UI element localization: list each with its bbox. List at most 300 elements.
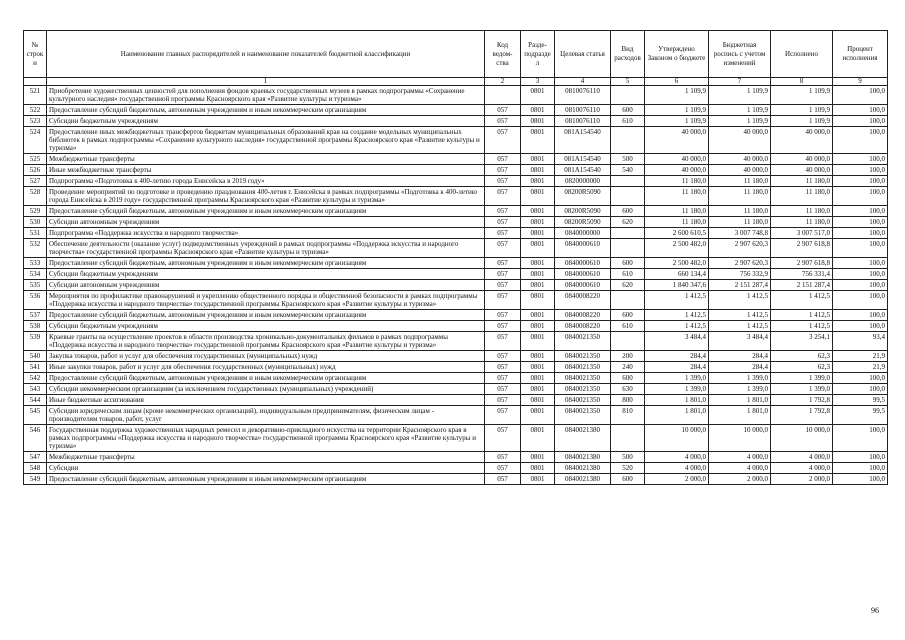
- section-code: 0801: [521, 373, 555, 384]
- executed-amount: 62,3: [771, 351, 833, 362]
- table-row: [24, 86, 888, 105]
- approved-amount: 40 000,0: [645, 127, 709, 154]
- row-name: Субсидии юридическим лицам (кроме некоммерческих организаций), индивидуальным предпринимателям, физическим лицам - производителям товаров, работ, услуг: [47, 406, 485, 425]
- approved-amount: 284,4: [645, 362, 709, 373]
- approved-amount: 11 180,0: [645, 206, 709, 217]
- table-row: [24, 362, 888, 373]
- approved-amount: 1 109,9: [645, 116, 709, 127]
- table-row: [24, 116, 888, 127]
- target-item: 0840021350: [555, 362, 611, 373]
- executed-amount: 11 180,0: [771, 206, 833, 217]
- budget-list-amount: 40 000,0: [709, 154, 771, 165]
- row-number: 543: [24, 384, 47, 395]
- ministry-code: 057: [485, 228, 521, 239]
- table-row: [24, 269, 888, 280]
- table-row: [24, 425, 888, 452]
- row-name: Субсидии бюджетным учреждениям: [47, 321, 485, 332]
- target-item: 0840021380: [555, 452, 611, 463]
- approved-amount: 10 000,0: [645, 425, 709, 452]
- executed-amount: 1 109,9: [771, 86, 833, 105]
- executed-amount: 1 792,8: [771, 395, 833, 406]
- section-code: 0801: [521, 269, 555, 280]
- target-item: 0840021380: [555, 474, 611, 485]
- table-row: [24, 463, 888, 474]
- table-row: [24, 384, 888, 395]
- execution-percent: 99,5: [833, 395, 888, 406]
- table-row: [24, 310, 888, 321]
- budget-list-amount: 1 412,5: [709, 310, 771, 321]
- executed-amount: 4 000,0: [771, 463, 833, 474]
- budget-list-amount: 3 007 748,8: [709, 228, 771, 239]
- row-number: 546: [24, 425, 47, 452]
- row-number: 540: [24, 351, 47, 362]
- row-number: 523: [24, 116, 47, 127]
- section-code: 0801: [521, 332, 555, 351]
- ministry-code: 057: [485, 321, 521, 332]
- ministry-code: 057: [485, 291, 521, 310]
- target-item: 0840000610: [555, 258, 611, 269]
- section-code: 0801: [521, 228, 555, 239]
- header-cell: Код ведом-ства: [485, 31, 521, 78]
- ministry-code: 057: [485, 258, 521, 269]
- expense-type: 520: [611, 463, 645, 474]
- approved-amount: 1 109,9: [645, 105, 709, 116]
- approved-amount: 1 412,5: [645, 321, 709, 332]
- approved-amount: 1 412,5: [645, 310, 709, 321]
- section-code: 0801: [521, 362, 555, 373]
- execution-percent: 100,0: [833, 165, 888, 176]
- budget-list-amount: 11 180,0: [709, 206, 771, 217]
- section-code: 0801: [521, 395, 555, 406]
- ministry-code: 057: [485, 269, 521, 280]
- section-code: 0801: [521, 425, 555, 452]
- column-number: 6: [645, 78, 709, 86]
- budget-list-amount: 1 109,9: [709, 116, 771, 127]
- executed-amount: 4 000,0: [771, 452, 833, 463]
- section-code: 0801: [521, 116, 555, 127]
- row-name: Межбюджетные трансферты: [47, 154, 485, 165]
- header-cell: Утверждено Законом о бюджете: [645, 31, 709, 78]
- row-name: Субсидии некоммерческим организациям (за исключением государственных (муниципальных) учреждений): [47, 384, 485, 395]
- row-name: Предоставление иных межбюджетных трансфертов бюджетам муниципальных образований края на создание модельных муниципальных библиотек в рамках подпрограммы «Сохранение культурного наследия» государственной программы Красноярского края «Развитие культуры и туризма»: [47, 127, 485, 154]
- expense-type: [611, 187, 645, 206]
- section-code: 0801: [521, 384, 555, 395]
- ministry-code: 057: [485, 395, 521, 406]
- section-code: 0801: [521, 291, 555, 310]
- table-row: [24, 280, 888, 291]
- executed-amount: 1 412,5: [771, 291, 833, 310]
- budget-list-amount: 1 109,9: [709, 105, 771, 116]
- ministry-code: 057: [485, 425, 521, 452]
- execution-percent: 100,0: [833, 425, 888, 452]
- ministry-code: 057: [485, 452, 521, 463]
- expense-type: 810: [611, 406, 645, 425]
- header-cell: Разде-подраздел: [521, 31, 555, 78]
- section-code: 0801: [521, 239, 555, 258]
- row-number: 547: [24, 452, 47, 463]
- section-code: 0801: [521, 187, 555, 206]
- section-code: 0801: [521, 474, 555, 485]
- execution-percent: 100,0: [833, 373, 888, 384]
- table-row: [24, 373, 888, 384]
- ministry-code: 057: [485, 187, 521, 206]
- ministry-code: 057: [485, 116, 521, 127]
- expense-type: 540: [611, 165, 645, 176]
- executed-amount: 3 254,1: [771, 332, 833, 351]
- column-number: 1: [47, 78, 485, 86]
- table-row: [24, 127, 888, 154]
- executed-amount: 40 000,0: [771, 127, 833, 154]
- row-name: Краевые гранты на осуществление проектов в области производства хроникально-документальных фильмов в рамках подпрограммы «Поддержка искусства и народного творчества» государственной программы Красноярского края «Развитие культуры и туризма»: [47, 332, 485, 351]
- table-row: [24, 206, 888, 217]
- executed-amount: 1 109,9: [771, 116, 833, 127]
- row-name: Субсидии: [47, 463, 485, 474]
- target-item: 08200R5090: [555, 217, 611, 228]
- executed-amount: 11 180,0: [771, 187, 833, 206]
- approved-amount: 1 399,0: [645, 373, 709, 384]
- header-cell: Целевая статья: [555, 31, 611, 78]
- expense-type: [611, 239, 645, 258]
- table-row: [24, 291, 888, 310]
- target-item: 0840000610: [555, 269, 611, 280]
- budget-list-amount: 4 000,0: [709, 463, 771, 474]
- table-row: [24, 395, 888, 406]
- budget-list-amount: 3 484,4: [709, 332, 771, 351]
- ministry-code: 057: [485, 384, 521, 395]
- table-row: [24, 154, 888, 165]
- row-number: 535: [24, 280, 47, 291]
- budget-list-amount: 2 907 620,3: [709, 239, 771, 258]
- execution-percent: 100,0: [833, 321, 888, 332]
- executed-amount: 3 007 517,0: [771, 228, 833, 239]
- row-name: Подпрограмма «Подготовка к 400-летию города Енисейска в 2019 году»: [47, 176, 485, 187]
- executed-amount: 10 000,0: [771, 425, 833, 452]
- executed-amount: 2 907 618,8: [771, 239, 833, 258]
- row-number: 521: [24, 86, 47, 105]
- execution-percent: 100,0: [833, 105, 888, 116]
- row-name: Государственная поддержка художественных народных ремесел и декоративно-прикладного искусства на территории Красноярского края в рамках подпрограммы «Поддержка искусства и народного творчества» государственной программы Красноярского края «Развитие культуры и туризма»: [47, 425, 485, 452]
- approved-amount: 40 000,0: [645, 154, 709, 165]
- header-cell: Бюджетная роспись с учетом изменений: [709, 31, 771, 78]
- execution-percent: 100,0: [833, 280, 888, 291]
- executed-amount: 2 151 287,4: [771, 280, 833, 291]
- header-cell: Наименование главных распорядителей и наименование показателей бюджетной классификации: [47, 31, 485, 78]
- table-row: [24, 239, 888, 258]
- budget-list-amount: 2 151 287,4: [709, 280, 771, 291]
- budget-list-amount: 284,4: [709, 362, 771, 373]
- target-item: 0840008220: [555, 310, 611, 321]
- section-code: 0801: [521, 86, 555, 105]
- row-number: 525: [24, 154, 47, 165]
- execution-percent: 100,0: [833, 310, 888, 321]
- execution-percent: 100,0: [833, 258, 888, 269]
- section-code: 0801: [521, 258, 555, 269]
- row-name: Субсидии автономным учреждениям: [47, 217, 485, 228]
- budget-list-amount: 1 412,5: [709, 291, 771, 310]
- target-item: 0810076110: [555, 86, 611, 105]
- approved-amount: 2 600 610,5: [645, 228, 709, 239]
- execution-percent: 100,0: [833, 176, 888, 187]
- budget-list-amount: 284,4: [709, 351, 771, 362]
- execution-percent: 100,0: [833, 463, 888, 474]
- table-row: [24, 228, 888, 239]
- execution-percent: 100,0: [833, 269, 888, 280]
- header-cell: Исполнено: [771, 31, 833, 78]
- ministry-code: 057: [485, 154, 521, 165]
- column-number: 9: [833, 78, 888, 86]
- ministry-code: 057: [485, 332, 521, 351]
- target-item: 081A154540: [555, 154, 611, 165]
- approved-amount: 4 000,0: [645, 452, 709, 463]
- target-item: 081A154540: [555, 127, 611, 154]
- row-number: 526: [24, 165, 47, 176]
- budget-list-amount: 11 180,0: [709, 217, 771, 228]
- expense-type: 600: [611, 206, 645, 217]
- expense-type: 610: [611, 321, 645, 332]
- table-row: [24, 332, 888, 351]
- page-number: 96: [871, 606, 879, 615]
- expense-type: [611, 228, 645, 239]
- row-name: Иные межбюджетные трансферты: [47, 165, 485, 176]
- row-name: Межбюджетные трансферты: [47, 452, 485, 463]
- expense-type: 600: [611, 474, 645, 485]
- column-number: 3: [521, 78, 555, 86]
- section-code: 0801: [521, 206, 555, 217]
- section-code: 0801: [521, 217, 555, 228]
- execution-percent: 100,0: [833, 384, 888, 395]
- budget-list-amount: 40 000,0: [709, 127, 771, 154]
- target-item: 0840021350: [555, 373, 611, 384]
- ministry-code: 057: [485, 373, 521, 384]
- ministry-code: 057: [485, 217, 521, 228]
- executed-amount: 1 412,5: [771, 321, 833, 332]
- row-number: 531: [24, 228, 47, 239]
- row-name: Субсидии автономным учреждениям: [47, 280, 485, 291]
- ministry-code: 057: [485, 474, 521, 485]
- target-item: 0820000000: [555, 176, 611, 187]
- ministry-code: 057: [485, 206, 521, 217]
- row-name: Предоставление субсидий бюджетным, автономным учреждениям и иным некоммерческим организациям: [47, 310, 485, 321]
- budget-list-amount: 2 907 620,3: [709, 258, 771, 269]
- row-name: Предоставление субсидий бюджетным, автономным учреждениям и иным некоммерческим организациям: [47, 474, 485, 485]
- executed-amount: 756 331,4: [771, 269, 833, 280]
- section-code: 0801: [521, 165, 555, 176]
- budget-list-amount: 1 801,0: [709, 395, 771, 406]
- approved-amount: 1 109,9: [645, 86, 709, 105]
- ministry-code: 057: [485, 310, 521, 321]
- row-number: 528: [24, 187, 47, 206]
- expense-type: 630: [611, 384, 645, 395]
- column-number: 2: [485, 78, 521, 86]
- budget-list-amount: 4 000,0: [709, 452, 771, 463]
- row-number: 537: [24, 310, 47, 321]
- row-name: Закупка товаров, работ и услуг для обеспечения государственных (муниципальных) нужд: [47, 351, 485, 362]
- row-name: Предоставление субсидий бюджетным, автономным учреждениям и иным некоммерческим организациям: [47, 373, 485, 384]
- expense-type: 600: [611, 258, 645, 269]
- row-number: 533: [24, 258, 47, 269]
- target-item: 0840021380: [555, 463, 611, 474]
- ministry-code: 057: [485, 463, 521, 474]
- section-code: 0801: [521, 154, 555, 165]
- budget-list-amount: 1 412,5: [709, 321, 771, 332]
- target-item: 08200R5090: [555, 206, 611, 217]
- row-name: Иные бюджетные ассигнования: [47, 395, 485, 406]
- header-cell: Процент исполнения: [833, 31, 888, 78]
- expense-type: 200: [611, 351, 645, 362]
- ministry-code: 057: [485, 165, 521, 176]
- row-number: 549: [24, 474, 47, 485]
- expense-type: [611, 425, 645, 452]
- executed-amount: 1 399,0: [771, 373, 833, 384]
- section-code: 0801: [521, 105, 555, 116]
- approved-amount: 11 180,0: [645, 187, 709, 206]
- row-number: 534: [24, 269, 47, 280]
- row-number: 538: [24, 321, 47, 332]
- row-name: Субсидии бюджетным учреждениям: [47, 269, 485, 280]
- executed-amount: 1 792,8: [771, 406, 833, 425]
- approved-amount: 1 801,0: [645, 406, 709, 425]
- table-row: [24, 105, 888, 116]
- budget-list-amount: 1 399,0: [709, 384, 771, 395]
- row-number: 522: [24, 105, 47, 116]
- approved-amount: 1 412,5: [645, 291, 709, 310]
- row-name: Субсидии бюджетным учреждениям: [47, 116, 485, 127]
- column-number: 5: [611, 78, 645, 86]
- expense-type: 240: [611, 362, 645, 373]
- section-code: 0801: [521, 321, 555, 332]
- approved-amount: 2 500 482,0: [645, 239, 709, 258]
- executed-amount: 1 399,0: [771, 384, 833, 395]
- execution-percent: 100,0: [833, 217, 888, 228]
- section-code: 0801: [521, 280, 555, 291]
- table-row: [24, 406, 888, 425]
- execution-percent: 100,0: [833, 474, 888, 485]
- approved-amount: 40 000,0: [645, 165, 709, 176]
- approved-amount: 284,4: [645, 351, 709, 362]
- column-number: 4: [555, 78, 611, 86]
- budget-list-amount: 756 332,9: [709, 269, 771, 280]
- execution-percent: 100,0: [833, 206, 888, 217]
- executed-amount: 1 412,5: [771, 310, 833, 321]
- executed-amount: 40 000,0: [771, 165, 833, 176]
- row-number: 539: [24, 332, 47, 351]
- table-row: [24, 165, 888, 176]
- expense-type: 600: [611, 373, 645, 384]
- executed-amount: 40 000,0: [771, 154, 833, 165]
- expense-type: 610: [611, 269, 645, 280]
- target-item: 0840021350: [555, 332, 611, 351]
- target-item: 0840000000: [555, 228, 611, 239]
- execution-percent: 93,4: [833, 332, 888, 351]
- row-number: 530: [24, 217, 47, 228]
- table-row: [24, 258, 888, 269]
- executed-amount: 2 907 618,8: [771, 258, 833, 269]
- table-row: [24, 217, 888, 228]
- section-code: 0801: [521, 127, 555, 154]
- ministry-code: 057: [485, 239, 521, 258]
- approved-amount: 4 000,0: [645, 463, 709, 474]
- executed-amount: 62,3: [771, 362, 833, 373]
- column-number-row: [24, 78, 888, 86]
- row-number: 529: [24, 206, 47, 217]
- expense-type: 800: [611, 395, 645, 406]
- row-number: 545: [24, 406, 47, 425]
- execution-percent: 100,0: [833, 116, 888, 127]
- expense-type: 600: [611, 105, 645, 116]
- ministry-code: 057: [485, 176, 521, 187]
- target-item: 0840021350: [555, 384, 611, 395]
- budget-list-amount: 40 000,0: [709, 165, 771, 176]
- row-name: Мероприятия по профилактике правонарушений и укреплению общественного порядка и общественной безопасности в рамках подпрограммы «Поддержка искусства и народного творчества» государственной программы Красноярского края «Развитие культуры и туризма»: [47, 291, 485, 310]
- expense-type: 500: [611, 154, 645, 165]
- table-row: [24, 176, 888, 187]
- row-name: Иные закупки товаров, работ и услуг для обеспечения государственных (муниципальных) нужд: [47, 362, 485, 373]
- budget-list-amount: 11 180,0: [709, 187, 771, 206]
- column-number: 7: [709, 78, 771, 86]
- row-number: 532: [24, 239, 47, 258]
- expense-type: [611, 86, 645, 105]
- target-item: 0810076110: [555, 116, 611, 127]
- budget-list-amount: 10 000,0: [709, 425, 771, 452]
- expense-type: [611, 127, 645, 154]
- approved-amount: 2 000,0: [645, 474, 709, 485]
- execution-percent: 100,0: [833, 187, 888, 206]
- target-item: 0840008220: [555, 291, 611, 310]
- execution-percent: 100,0: [833, 154, 888, 165]
- approved-amount: 3 484,4: [645, 332, 709, 351]
- expense-type: [611, 176, 645, 187]
- approved-amount: 1 399,0: [645, 384, 709, 395]
- ministry-code: 057: [485, 105, 521, 116]
- approved-amount: 660 134,4: [645, 269, 709, 280]
- table-row: [24, 452, 888, 463]
- section-code: 0801: [521, 310, 555, 321]
- table-row: [24, 321, 888, 332]
- table-row: [24, 474, 888, 485]
- ministry-code: 057: [485, 127, 521, 154]
- row-name: Обеспечение деятельности (оказание услуг) подведомственных учреждений в рамках подпрограммы «Поддержка искусства и народного творчества» государственной программы Красноярского края «Развитие культуры и туризма»: [47, 239, 485, 258]
- row-number: 548: [24, 463, 47, 474]
- approved-amount: 11 180,0: [645, 176, 709, 187]
- expense-type: [611, 291, 645, 310]
- row-number: 536: [24, 291, 47, 310]
- row-number: 527: [24, 176, 47, 187]
- budget-list-amount: 1 109,9: [709, 86, 771, 105]
- execution-percent: 100,0: [833, 452, 888, 463]
- row-number: 542: [24, 373, 47, 384]
- target-item: 081A154540: [555, 165, 611, 176]
- approved-amount: 1 840 347,6: [645, 280, 709, 291]
- budget-table: [23, 30, 888, 485]
- section-code: 0801: [521, 452, 555, 463]
- budget-list-amount: 2 000,0: [709, 474, 771, 485]
- row-number: 544: [24, 395, 47, 406]
- target-item: 0840021350: [555, 351, 611, 362]
- approved-amount: 11 180,0: [645, 217, 709, 228]
- executed-amount: 1 109,9: [771, 105, 833, 116]
- section-code: 0801: [521, 406, 555, 425]
- target-item: 0840021380: [555, 425, 611, 452]
- target-item: 0840008220: [555, 321, 611, 332]
- section-code: 0801: [521, 176, 555, 187]
- expense-type: 600: [611, 310, 645, 321]
- ministry-code: 057: [485, 280, 521, 291]
- approved-amount: 2 500 482,0: [645, 258, 709, 269]
- row-name: Приобретение художественных ценностей для пополнения фондов краевых государственных музеев в рамках подпрограммы «Сохранение культурного наследия» государственной программы Красноярского края «Развитие культуры и туризма»: [47, 86, 485, 105]
- executed-amount: 11 180,0: [771, 176, 833, 187]
- table-row: [24, 351, 888, 362]
- header-row: [24, 31, 888, 78]
